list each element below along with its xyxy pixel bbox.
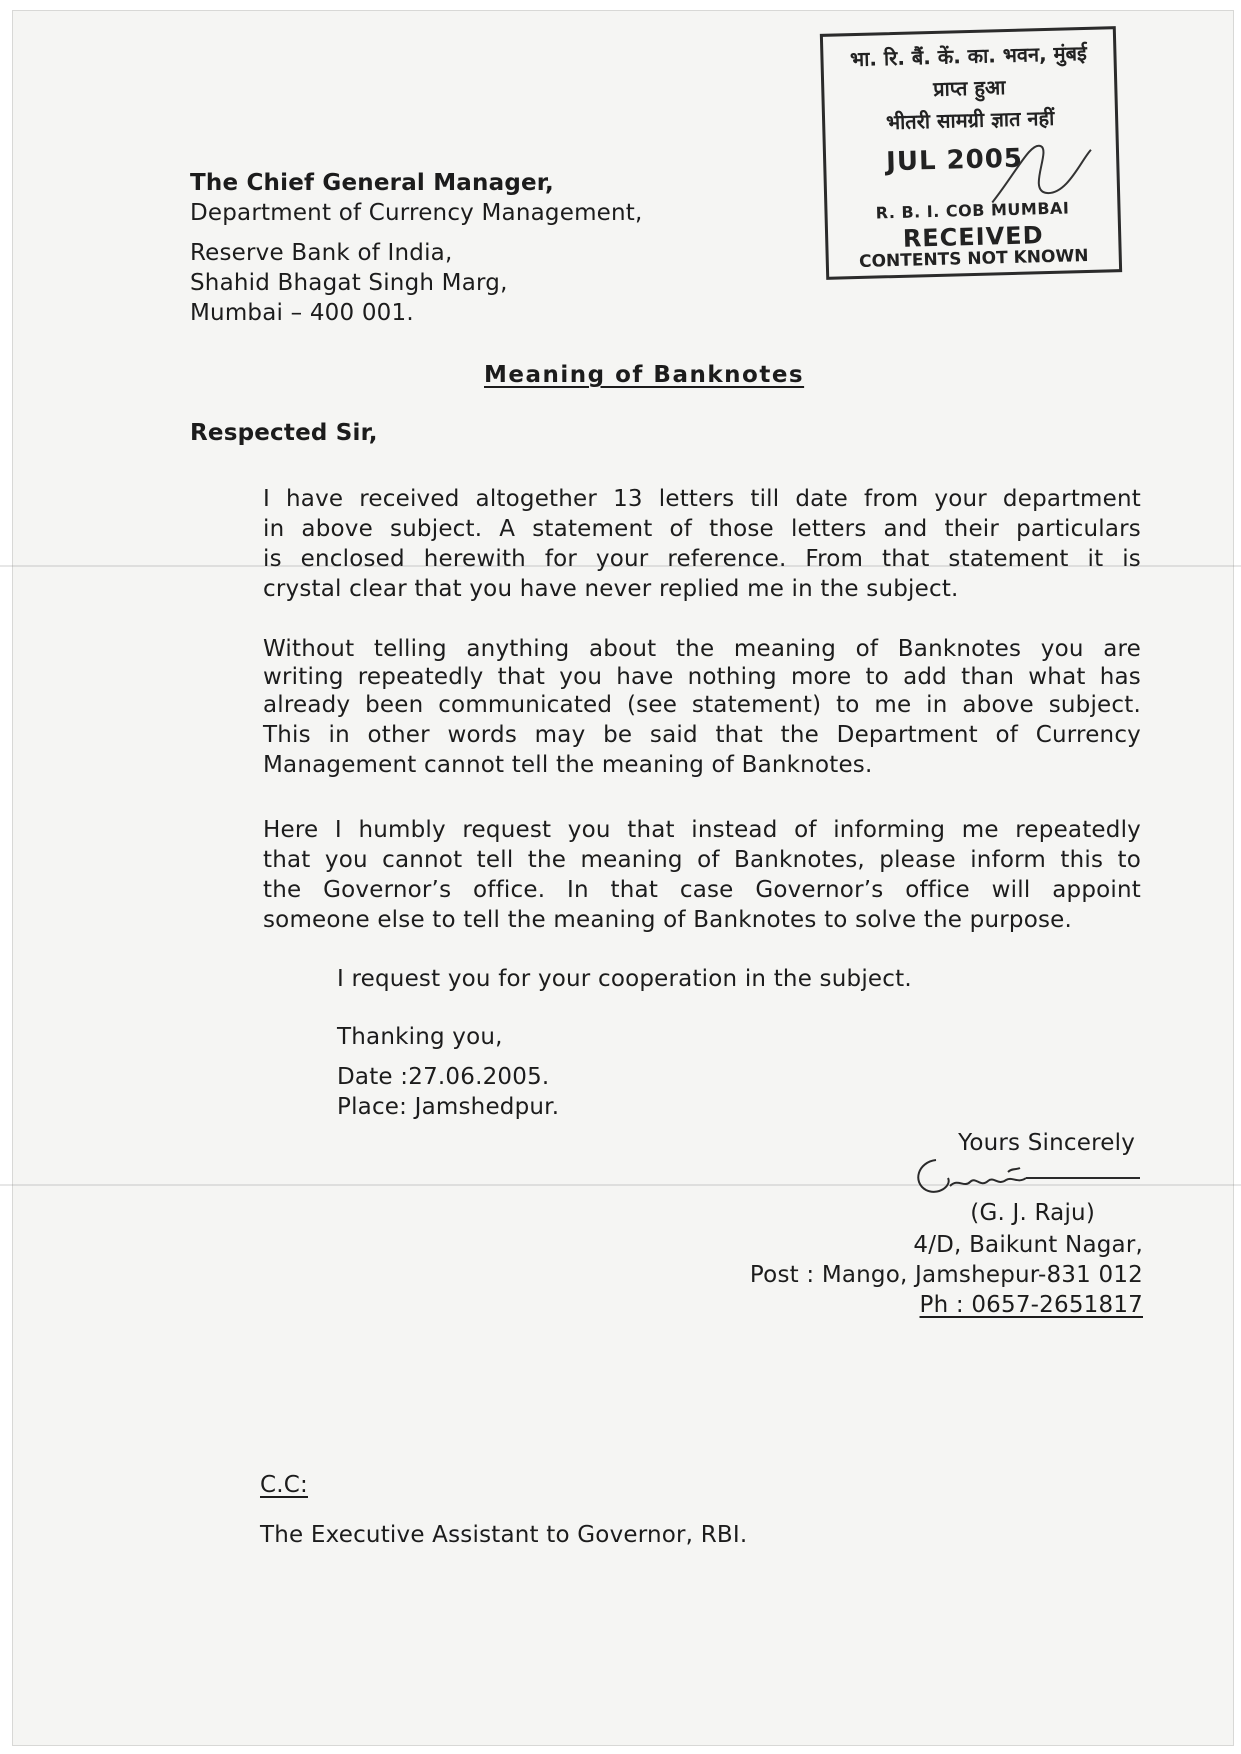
stamp-hindi-received: प्राप्त हुआ bbox=[932, 75, 1006, 101]
stamp-hindi-office: भा. रि. बैं. कें. का. भवन, मुंबई bbox=[849, 40, 1088, 72]
paragraph-line: I have received altogether 13 letters till date from your department bbox=[263, 486, 1141, 512]
paragraph-line: This in other words may be said that the Department of Currency bbox=[263, 722, 1141, 748]
stamp-contents-not-known: CONTENTS NOT KNOWN bbox=[858, 245, 1089, 272]
subject-heading: Meaning of Banknotes bbox=[484, 362, 805, 388]
sender-phone: Ph : 0657-2651817 bbox=[919, 1292, 1143, 1318]
addressee-city: Mumbai – 400 001. bbox=[190, 300, 414, 326]
salutation: Respected Sir, bbox=[190, 420, 378, 446]
request-line: I request you for your cooperation in the subject. bbox=[337, 966, 912, 992]
cc-recipient: The Executive Assistant to Governor, RBI. bbox=[260, 1522, 748, 1548]
paragraph-line: is enclosed herewith for your reference. From that statement it is bbox=[263, 546, 1141, 572]
addressee-bank: Reserve Bank of India, bbox=[190, 240, 453, 266]
stamp-office: R. B. I. COB MUMBAI bbox=[875, 198, 1070, 223]
paragraph-line: Management cannot tell the meaning of Banknotes. bbox=[263, 752, 873, 778]
cc-label: C.C: bbox=[260, 1472, 308, 1498]
paragraph-line: the Governor’s office. In that case Governor’s office will appoint bbox=[263, 877, 1141, 903]
paragraph-line: writing repeatedly that you have nothing more to add than what has bbox=[263, 664, 1141, 690]
addressee-department: Department of Currency Management, bbox=[190, 200, 643, 226]
thanks-line: Thanking you, bbox=[337, 1024, 503, 1050]
stamp-date: JUL 2005 bbox=[885, 143, 1024, 178]
paragraph-line: someone else to tell the meaning of Banknotes to solve the purpose. bbox=[263, 907, 1073, 933]
letter-place: Place: Jamshedpur. bbox=[337, 1094, 560, 1120]
paragraph-line: that you cannot tell the meaning of Banknotes, please inform this to bbox=[263, 847, 1141, 873]
addressee-title: The Chief General Manager, bbox=[190, 170, 554, 196]
paragraph-line: crystal clear that you have never replied me in the subject. bbox=[263, 576, 959, 602]
sender-address-line: Post : Mango, Jamshepur-831 012 bbox=[749, 1262, 1143, 1288]
closing-line: Yours Sincerely bbox=[958, 1130, 1135, 1156]
addressee-street: Shahid Bhagat Singh Marg, bbox=[190, 270, 508, 296]
sender-address-line: 4/D, Baikunt Nagar, bbox=[913, 1232, 1143, 1258]
letter-date: Date :27.06.2005. bbox=[337, 1064, 550, 1090]
stamp-hindi-contents: भीतरी सामग्री ज्ञात नहीं bbox=[885, 105, 1055, 135]
paragraph-line: Here I humbly request you that instead of informing me repeatedly bbox=[263, 817, 1141, 843]
paragraph-line: in above subject. A statement of those letters and their particulars bbox=[263, 516, 1141, 542]
paragraph-line: Without telling anything about the meaning of Banknotes you are bbox=[263, 636, 1141, 662]
sender-name: (G. J. Raju) bbox=[970, 1200, 1095, 1226]
stamp-received: RECEIVED bbox=[902, 221, 1044, 253]
received-stamp bbox=[820, 26, 1122, 280]
paragraph-line: already been communicated (see statement) to me in above subject. bbox=[263, 692, 1141, 718]
